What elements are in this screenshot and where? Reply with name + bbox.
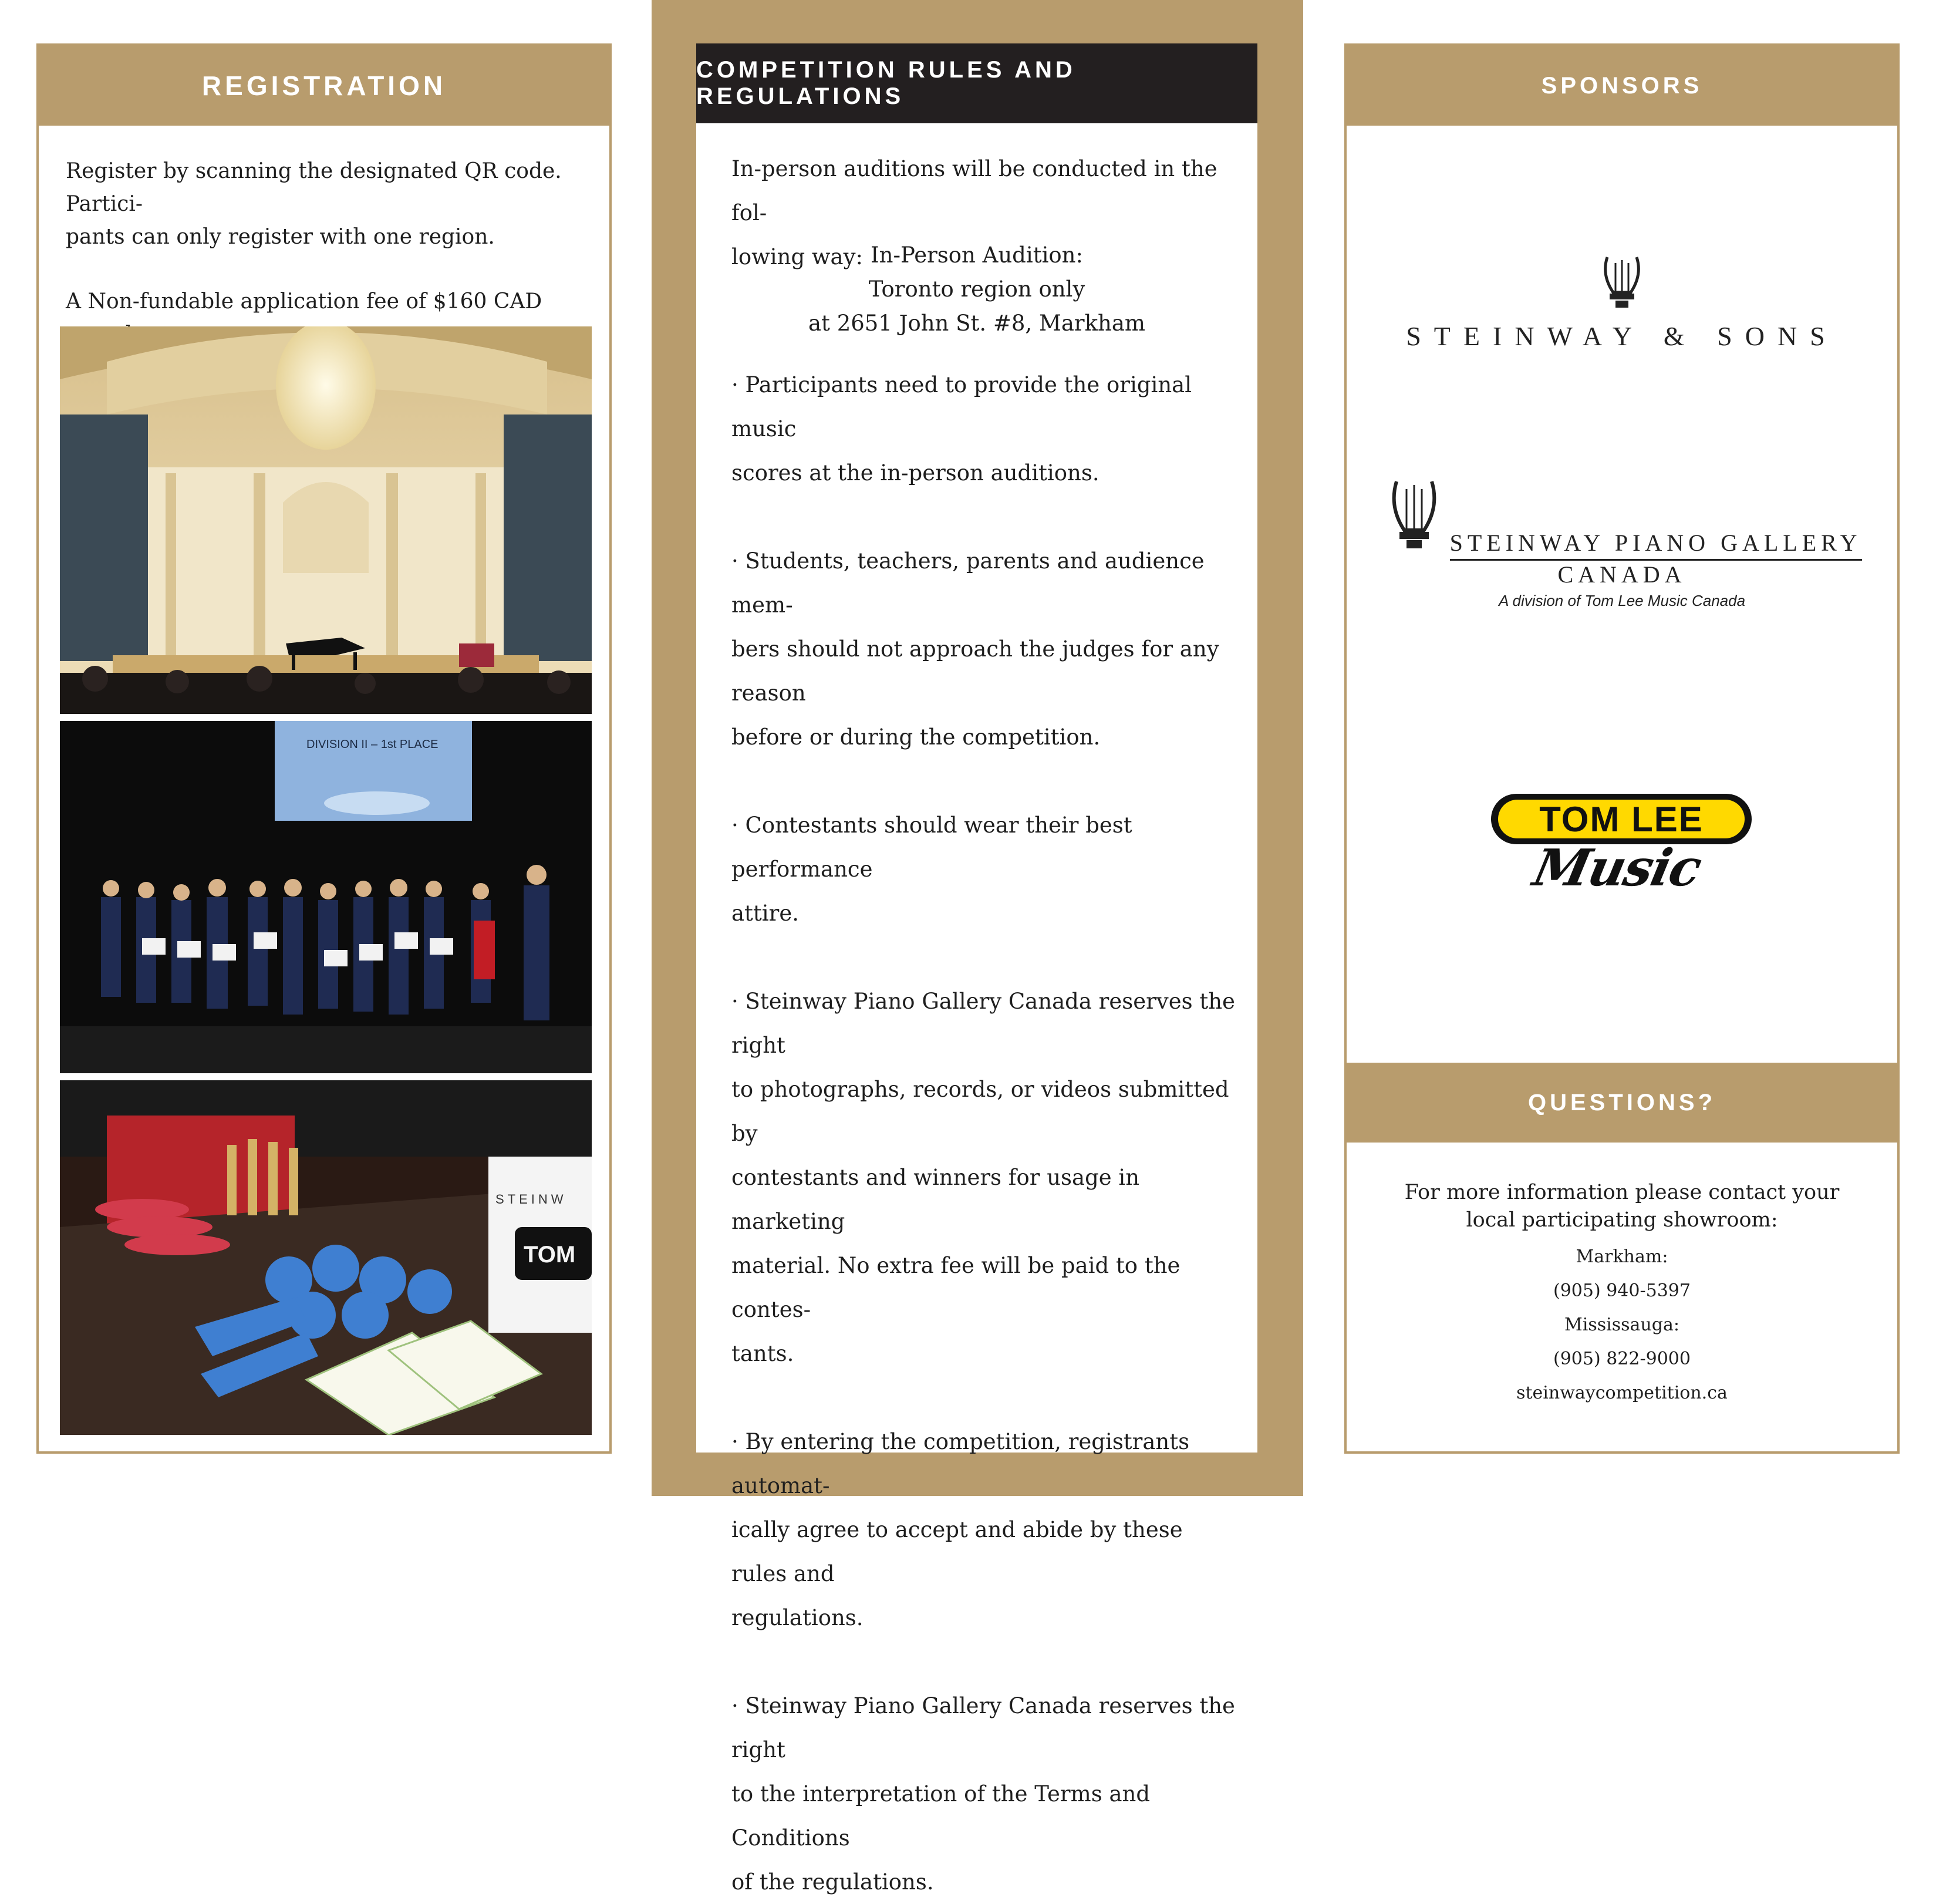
registration-para2-line1: A Non-fundable application fee of $160 CAD xyxy=(66,289,542,314)
rules-list xyxy=(731,363,1236,1904)
steinway-gallery-logo xyxy=(1347,474,1897,610)
audition-info xyxy=(731,238,1222,341)
music-script-text: Music xyxy=(1528,838,1706,898)
ceremony-screen-text: DIVISION II – 1st PLACE xyxy=(306,738,439,751)
registration-para1-line2: pants can only register with one region. xyxy=(66,225,495,249)
questions-intro-line1: For more information please contact your xyxy=(1404,1181,1840,1204)
questions-contact xyxy=(1347,1179,1897,1410)
rules-panel xyxy=(696,43,1257,1895)
audition-line2: Toronto region only xyxy=(868,277,1085,302)
awards-ceremony-image xyxy=(60,721,592,1073)
rule-item: · Contestants should wear their best performance attire. xyxy=(731,813,1132,926)
mississauga-phone[interactable]: (905) 822-9000 xyxy=(1553,1349,1691,1369)
registration-para1-line1: Register by scanning the designated QR code. Partici- xyxy=(66,159,562,216)
rules-intro-line2: lowing way: xyxy=(731,244,863,269)
registration-title: REGISTRATION xyxy=(201,70,447,101)
tom-lee-text: TOM LEE xyxy=(1539,799,1704,839)
sponsors-title: SPONSORS xyxy=(1541,72,1703,99)
rule-item: · Participants need to provide the original music scores at the in-person auditions. xyxy=(731,372,1192,486)
rules-intro-line1: In-person auditions will be conducted in the fol- xyxy=(731,156,1217,225)
rules-header xyxy=(696,43,1257,123)
steinway-gallery-tagline: A division of Tom Lee Music Canada xyxy=(1498,592,1746,609)
trophies-banner-text: STEINW xyxy=(495,1192,567,1207)
steinway-sons-logo xyxy=(1347,251,1897,352)
questions-intro-line2: local participating showroom: xyxy=(1466,1208,1778,1232)
trophies-photo xyxy=(60,1080,592,1435)
steinway-sons-text: STEINWAY & SONS xyxy=(1406,321,1838,351)
markham-phone[interactable]: (905) 940-5397 xyxy=(1553,1280,1691,1301)
tom-lee-music-logo xyxy=(1488,791,1758,909)
trophies-logo-text: TOM xyxy=(524,1242,576,1268)
rule-item: · Steinway Piano Gallery Canada reserves the right to photographs, records, or videos submitted by contestants and winners for usage in marketing material. No extra fee will be paid to the contes- tants. xyxy=(731,989,1235,1366)
steinway-gallery-text: STEINWAY PIANO GALLERY xyxy=(1450,529,1862,561)
questions-title: QUESTIONS? xyxy=(1527,1089,1716,1116)
awards-ceremony-photo xyxy=(60,721,592,1073)
steinway-gallery-canada: CANADA xyxy=(1557,561,1687,588)
registration-header xyxy=(39,46,609,126)
rule-item: · By entering the competition, registrants automat- ically agree to accept and abide by these rules and regulations. xyxy=(731,1429,1190,1630)
website-link[interactable]: steinwaycompetition.ca xyxy=(1516,1383,1728,1403)
sponsors-panel xyxy=(1344,43,1900,1454)
concert-hall-image xyxy=(60,326,592,714)
rule-item: · Steinway Piano Gallery Canada reserves the right to the interpretation of the Terms and Conditions of the regulations. xyxy=(731,1693,1235,1895)
rules-title: COMPETITION RULES AND REGULATIONS xyxy=(696,57,1076,109)
lyre-icon xyxy=(1382,474,1446,551)
rule-item: · Students, teachers, parents and audience mem- bers should not approach the judges for any reason before or during the competition. xyxy=(731,548,1219,750)
audition-line3: at 2651 John St. #8, Markham xyxy=(808,311,1145,336)
lyre-icon xyxy=(1596,251,1648,310)
mississauga-label: Mississauga: xyxy=(1564,1315,1679,1335)
questions-header xyxy=(1347,1063,1897,1143)
concert-hall-photo xyxy=(60,326,592,714)
markham-label: Markham: xyxy=(1576,1246,1668,1267)
tom-lee-badge xyxy=(1491,794,1752,844)
trophies-image xyxy=(60,1080,592,1435)
audition-line1: In-Person Audition: xyxy=(871,242,1083,268)
sponsors-header xyxy=(1347,46,1897,126)
registration-panel xyxy=(36,43,612,1454)
